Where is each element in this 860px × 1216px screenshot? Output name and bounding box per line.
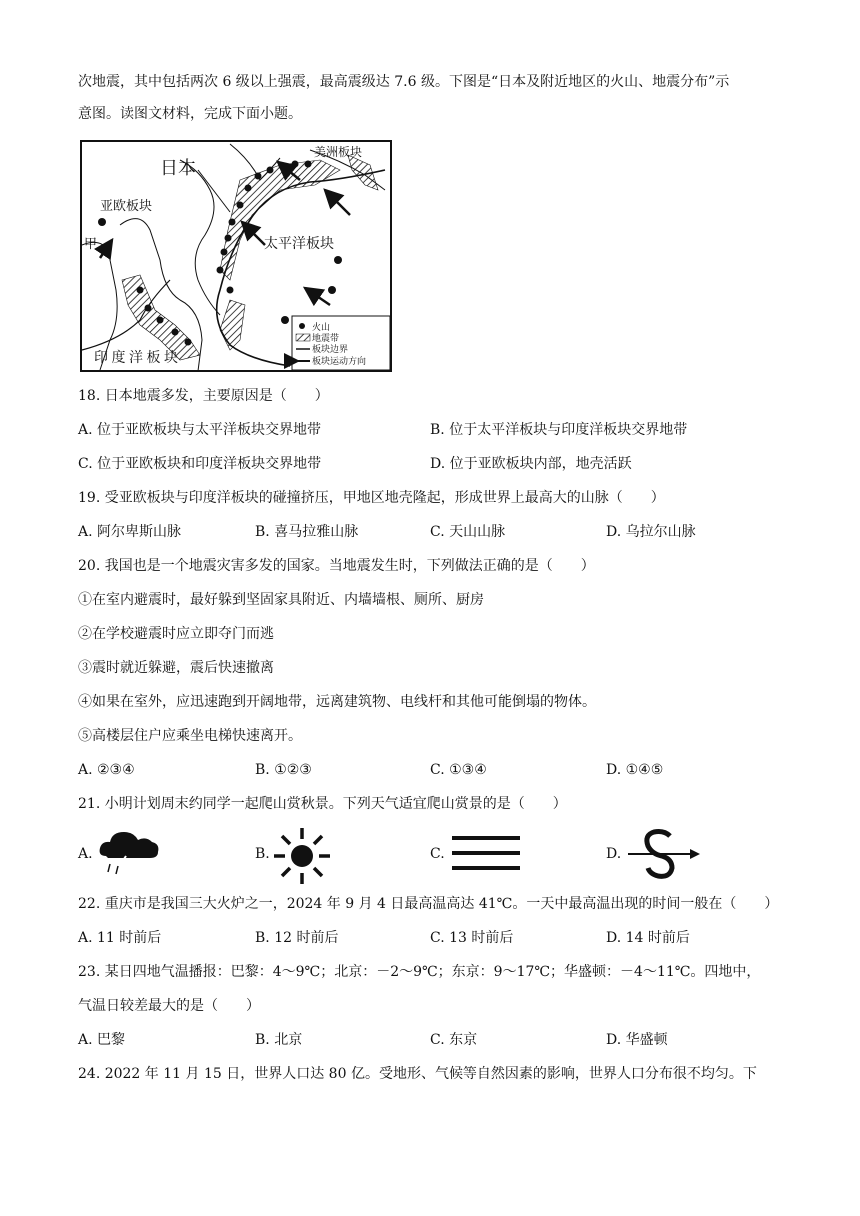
svg-text:板块运动方向: 板块运动方向 [312,356,367,366]
q18-option-b[interactable]: B. 位于太平洋板块与印度洋板块交界地带 [430,422,688,438]
q20-option-a[interactable]: A. ②③④ [78,762,135,778]
q20-option-b[interactable]: B. ①②③ [255,762,312,778]
q20-stem: 20. 我国也是一个地震灾害多发的国家。当地震发生时，下列做法正确的是（ ） [78,558,595,574]
sunny-icon [270,826,334,890]
sandstorm-icon [626,826,702,886]
q23-stem-line-1: 23. 某日四地气温播报：巴黎：4～9℃；北京：－2～9℃；东京：9～17℃；华盛顿：－4～11℃。四地中， [78,964,761,980]
japan-plates-map [80,140,392,372]
q18-option-c[interactable]: C. 位于亚欧板块和印度洋板块交界地带 [78,456,322,472]
map-legend [292,316,390,370]
map-label-eurasia: 亚欧板块 [100,198,153,213]
q19-option-a[interactable]: A. 阿尔卑斯山脉 [78,524,182,540]
q19-stem: 19. 受亚欧板块与印度洋板块的碰撞挤压，甲地区地壳隆起，形成世界上最高大的山脉（ ） [78,490,665,506]
q23-option-c[interactable]: C. 东京 [430,1032,478,1048]
map-label-jia: 甲 [84,236,98,251]
fog-icon [450,832,522,878]
map-label-japan: 日本 [160,158,196,178]
q22-option-a[interactable]: A. 11 时前后 [78,930,162,946]
q21-stem: 21. 小明计划周末约同学一起爬山赏秋景。下列天气适宜爬山赏景的是（ ） [78,796,567,812]
q18-option-d[interactable]: D. 位于亚欧板块内部，地壳活跃 [430,456,632,472]
q20-statement-3: ③震时就近躲避，震后快速撤离 [78,660,274,676]
map-label-indian: 印 度 洋 板 块 [94,351,178,366]
svg-text:板块边界: 板块边界 [312,344,349,354]
q20-statement-1: ①在室内避震时，最好躲到坚固家具附近、内墙墙根、厕所、厨房 [78,592,484,608]
q19-option-b[interactable]: B. 喜马拉雅山脉 [255,524,359,540]
q23-option-a[interactable]: A. 巴黎 [78,1032,126,1048]
map-label-america: 美洲板块 [314,145,363,159]
svg-text:火山: 火山 [312,322,331,332]
q21-option-c[interactable]: C. [430,846,445,862]
q21-option-b[interactable]: B. [255,846,270,862]
q19-option-d[interactable]: D. 乌拉尔山脉 [606,524,696,540]
q23-option-b[interactable]: B. 北京 [255,1032,303,1048]
thunderstorm-icon [96,826,164,882]
q23-stem-line-2: 气温日较差最大的是（ ） [78,998,260,1014]
q20-option-d[interactable]: D. ①④⑤ [606,762,664,778]
q22-stem: 22. 重庆市是我国三大火炉之一，2024 年 9 月 4 日最高温高达 41℃。一天中最高温出现的时间一般在（ ） [78,896,779,912]
q20-statement-2: ②在学校避震时应立即夺门而逃 [78,626,274,642]
svg-text:地震带: 地震带 [312,333,340,343]
q20-statement-5: ⑤高楼层住户应乘坐电梯快速离开。 [78,728,302,744]
q20-statement-4: ④如果在室外，应迅速跑到开阔地带，远离建筑物、电线杆和其他可能倒塌的物体。 [78,694,596,710]
q21-option-a[interactable]: A. [78,846,93,862]
q19-option-c[interactable]: C. 天山山脉 [430,524,506,540]
q18-option-a[interactable]: A. 位于亚欧板块与太平洋板块交界地带 [78,422,322,438]
intro-line-2: 意图。读图文材料，完成下面小题。 [78,106,302,122]
map-label-pacific: 太平洋板块 [264,237,334,252]
q22-option-b[interactable]: B. 12 时前后 [255,930,339,946]
intro-line-1: 次地震，其中包括两次 6 级以上强震，最高震级达 7.6 级。下图是“日本及附近地区的火山、地震分布”示 [78,74,730,90]
q22-option-d[interactable]: D. 14 时前后 [606,930,690,946]
q20-option-c[interactable]: C. ①③④ [430,762,487,778]
q23-option-d[interactable]: D. 华盛顿 [606,1032,668,1048]
q21-option-d[interactable]: D. [606,846,622,862]
q24-stem: 24. 2022 年 11 月 15 日，世界人口达 80 亿。受地形、气候等自然因素的影响，世界人口分布很不均匀。下 [78,1066,757,1082]
q18-stem: 18. 日本地震多发，主要原因是（ ） [78,388,329,404]
q22-option-c[interactable]: C. 13 时前后 [430,930,514,946]
